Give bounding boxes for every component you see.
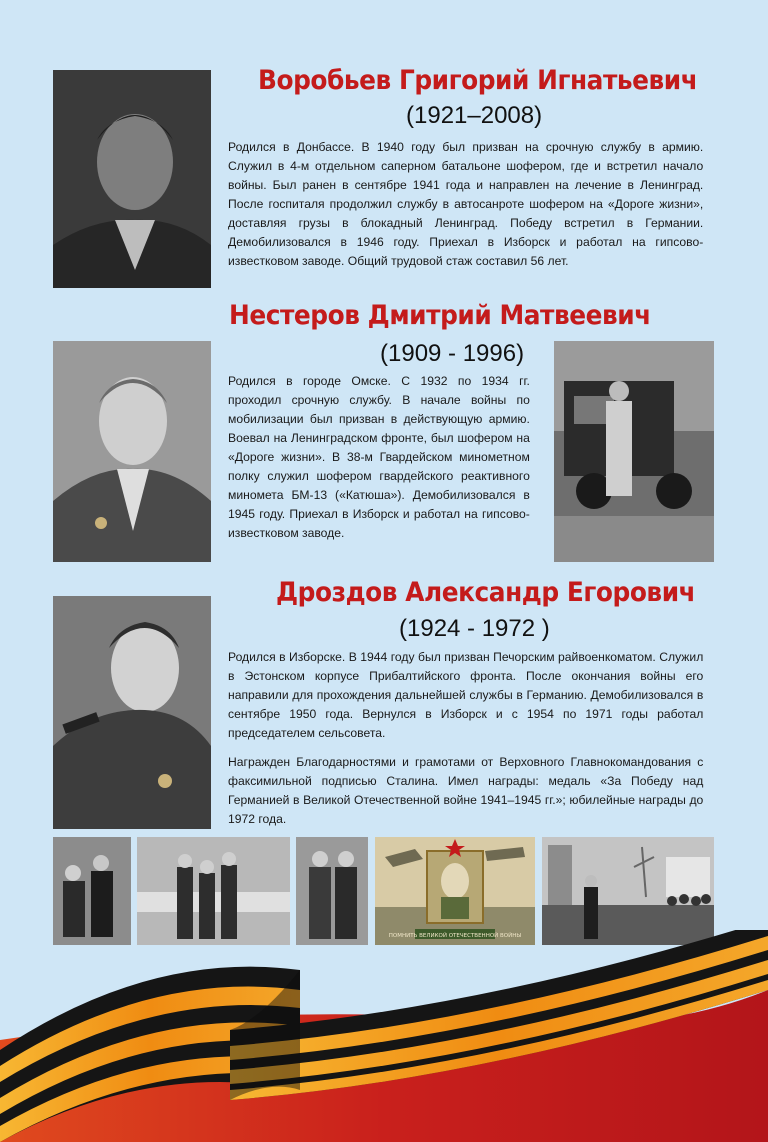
person-years: (1909 - 1996) — [380, 340, 525, 367]
couple-photo — [53, 837, 131, 945]
memorial-photo-icon — [542, 837, 714, 945]
soldiers-photo-icon — [296, 837, 368, 945]
person-name: Дроздов Александр Егорович — [276, 577, 696, 608]
person-years: (1921–2008) — [406, 102, 543, 129]
portrait-nesterov — [53, 341, 211, 562]
couple-photo-icon — [53, 837, 131, 945]
truck-photo-icon — [554, 341, 714, 562]
person-name: Воробьев Григорий Игнатьевич — [258, 65, 698, 96]
person-bio: Родился в Изборске. В 1944 году был призван Печорским райвоенкоматом. Служил в Эстонском корпусе Прибалтийского фронта. После окончания войны его направили для прохождения дальнейшей службы в Германию. Демобилизовался в сентябре 1950 года. Вернулся в Изборск и с 1954 по 1971 годы работал председателем сельсовета. — [228, 650, 704, 740]
portrait-icon — [53, 70, 211, 288]
person-name: Нестеров Дмитрий Матвеевич — [229, 300, 651, 331]
person-bio-awards: Награжден Благодарностями и грамотами от Верховного Главнокомандования с факсимильной подписью Сталина. Имел награды: медаль «За Победу над Германией в Великой Отечественной войне 1941–1945 гг.»; юбилейные награды до 1972 года. — [228, 755, 704, 826]
group-photo — [137, 837, 290, 945]
portrait-icon — [53, 341, 211, 562]
war-poster-icon — [375, 837, 535, 945]
portrait-icon — [53, 596, 211, 829]
poster-caption: ПОМНИТЬ ВЕЛИКОЙ ОТЕЧЕСТВЕННОЙ ВОЙНЫ — [388, 933, 522, 939]
memorial-photo — [542, 837, 714, 945]
group-photo-icon — [137, 837, 290, 945]
truck-photo — [554, 341, 714, 562]
soldiers-photo — [296, 837, 368, 945]
person-bio: Родился в Донбассе. В 1940 году был призван на срочную службу в армию. Служил в 4-м отдельном саперном батальоне шофером, где и встретил начало войны. Был ранен в сентябре 1941 года и направлен на лечение в Ленинград. После госпиталя продолжил службу в автосанроте шофером на «Дороге жизни», доставляя грузы в блокадный Ленинград. Победу встретил в Германии. Демобилизовался в 1946 году. Приехал в Изборск и работал на гипсово-известковом заводе. Общий трудовой стаж составил 56 лет. — [228, 140, 704, 268]
portrait-vorobyev — [53, 70, 211, 288]
person-bio: Родился в городе Омске. С 1932 по 1934 гг. проходил срочную службу. В начале войны по мобилизации был призван в действующую армию. Воевал на Ленинградском фронте, был шофером на «Дороге жизни». В 38-м Гвардейском минометном полку служил шофером гвардейского реактивного миномета БМ-13 («Катюша»). Демобилизовался в 1945 году. Приехал в Изборск и работал на гипсово-известковом заводе. — [228, 374, 530, 540]
portrait-drozdov — [53, 596, 211, 829]
person-years: (1924 - 1972 ) — [399, 615, 550, 642]
war-poster — [375, 837, 535, 945]
st-george-ribbon — [0, 930, 768, 1142]
